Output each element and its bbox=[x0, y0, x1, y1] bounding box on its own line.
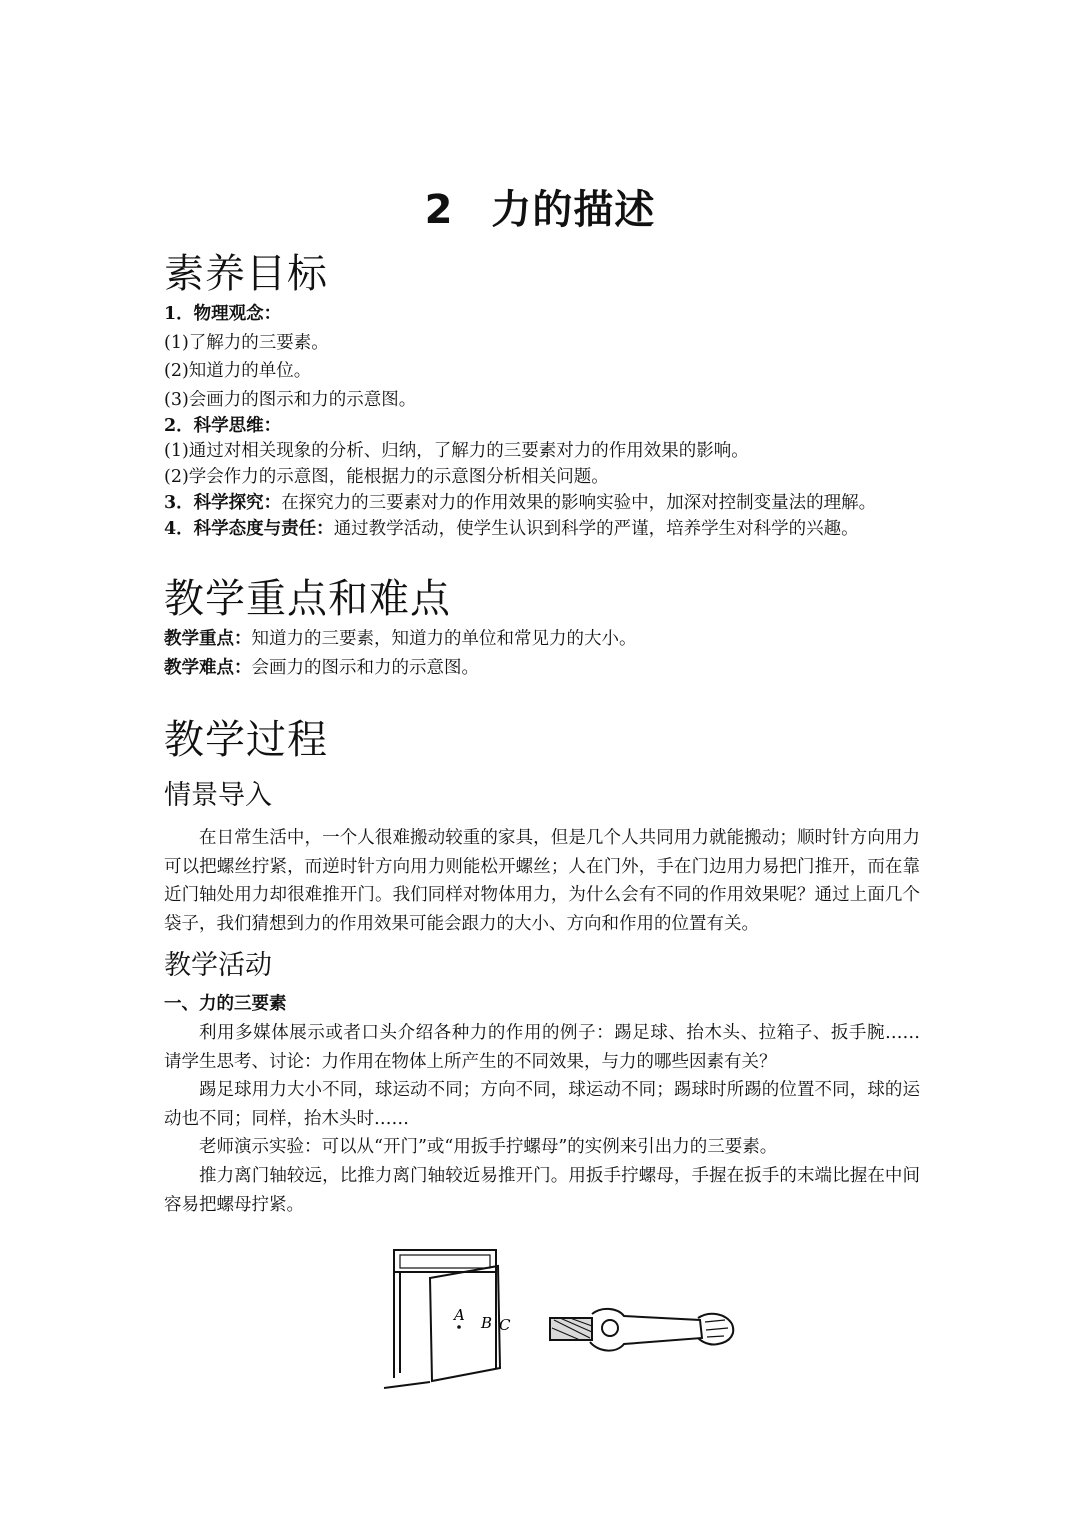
section-process bbox=[164, 716, 920, 1219]
chapter-title: 力的描述 bbox=[491, 187, 656, 233]
subheading-activity: 教学活动 bbox=[164, 950, 272, 982]
goal-line: 1．物理观念： bbox=[164, 304, 282, 324]
section-heading-goals: 素养目标 bbox=[164, 251, 328, 297]
key-point-line: 教学重点：知道力的三要素，知道力的单位和常见力的大小。 bbox=[164, 629, 637, 649]
section-heading-key-points: 教学重点和难点 bbox=[164, 576, 451, 622]
goal-line: (2)学会作力的示意图，能根据力的示意图分析相关问题。 bbox=[164, 467, 609, 488]
section-key-points bbox=[164, 575, 920, 682]
label-b: B bbox=[481, 1314, 493, 1332]
chapter-number: 2 bbox=[424, 187, 454, 233]
goal-line: (2)知道力的单位。 bbox=[164, 361, 312, 382]
page-title bbox=[0, 178, 1080, 235]
goal-line: 3．科学探究：在探究力的三要素对力的作用效果的影响实验中，加深对控制变量法的理解。 bbox=[164, 493, 877, 514]
activity-paragraph: 老师演示实验：可以从“开门”或“用扳手拧螺母”的实例来引出力的三要素。 bbox=[199, 1137, 778, 1158]
subheading-intro: 情景导入 bbox=[164, 780, 272, 811]
activity-paragraph: 推力离门轴较远，比推力离门轴较近易推开门。用扳手拧螺母，手握在扳手的末端比握在中间容易把螺母拧紧。 bbox=[164, 1165, 920, 1215]
goal-line: (1)了解力的三要素。 bbox=[164, 332, 329, 353]
wrench-illustration bbox=[550, 1309, 733, 1351]
goal-line: 4．科学态度与责任：通过教学活动，使学生认识到科学的严谨，培养学生对科学的兴趣。 bbox=[164, 519, 859, 540]
activity-paragraph: 利用多媒体展示或者口头介绍各种力的作用的例子：踢足球、抬木头、拉箱子、扳手腕…… 请学生思考、讨论：力作用在物体上所产生的不同效果，与力的哪些因素有关？ bbox=[164, 1022, 920, 1072]
section-heading-process: 教学过程 bbox=[164, 717, 328, 763]
label-c: C bbox=[499, 1316, 511, 1334]
intro-paragraph: 在日常生活中，一个人很难搬动较重的家具，但是几个人共同用力就能搬动；顺时针方向用力可以把螺丝拧紧，而逆时针方向用力则能松开螺丝；人在门外，手在门边用力易把门推开，而在靠近门轴处用力却很难推开门。我们同样对物体用力，为什么会有不同的作用效果呢？通过上面几个袋子，我们猜想到力的作用效果可能会跟力的大小、方向和作用的位置有关。 bbox=[164, 828, 920, 934]
label-a: A bbox=[454, 1306, 465, 1324]
activity-paragraph: 踢足球用力大小不同，球运动不同；方向不同，球运动不同；踢球时所踢的位置不同，球的运动也不同；同样，抬木头时…… bbox=[164, 1080, 920, 1129]
goal-line: (1)通过对相关现象的分析、归纳，了解力的三要素对力的作用效果的影响。 bbox=[164, 441, 749, 462]
door-wrench-figure bbox=[380, 1248, 760, 1393]
subheading-three-elements: 一、力的三要素 bbox=[164, 994, 287, 1015]
key-point-line: 教学难点：会画力的图示和力的示意图。 bbox=[164, 657, 479, 678]
goal-line: 2．科学思维： bbox=[164, 416, 282, 437]
section-goals bbox=[164, 250, 920, 542]
goal-line: (3)会画力的图示和力的示意图。 bbox=[164, 389, 417, 410]
